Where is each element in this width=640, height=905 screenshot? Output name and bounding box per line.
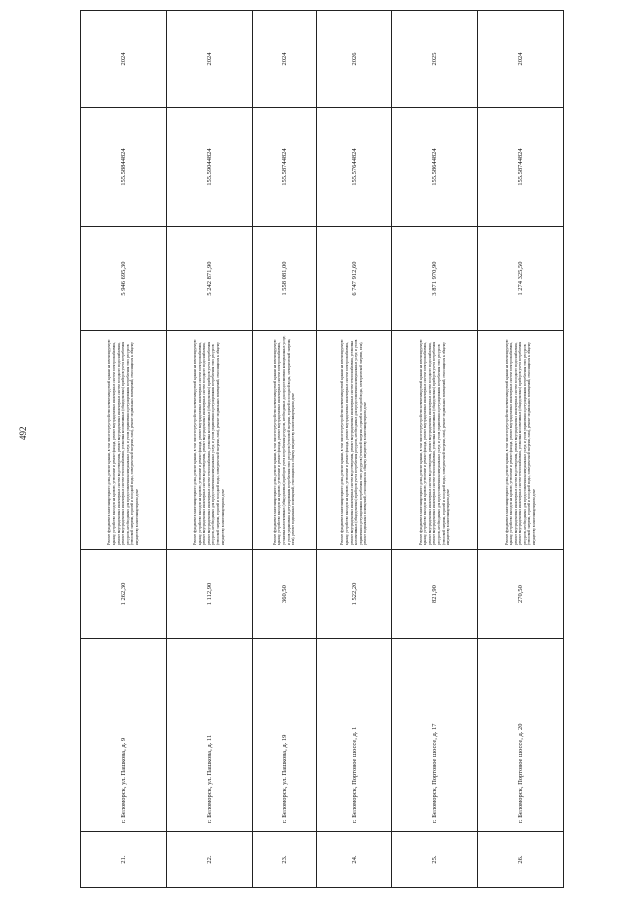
address-cell: г. Беломорск, Портовое шоссе, д. 20 xyxy=(478,639,564,832)
year-cell: 2024 xyxy=(478,11,564,108)
table-stage xyxy=(80,52,564,888)
address-cell: г. Беломорск, ул. Пашкова, д. 9 xyxy=(81,639,167,832)
rate-cell: 155.58744824 xyxy=(252,108,317,227)
row-number: 22. xyxy=(166,832,252,888)
works-cell: Ремонт фундамента многоквартирного дома, ремонт крыши, в том числе переустройство невентилируемой крыши на вентилируемую крышу, устройство выходов на кровлю, утепление и ремонт фасада, ремонт внутридомовых инженерных систем электроснабжения, ремонт внутридомовых инженерных систем водоотведения, ремонт внутридомовых инженерных систем холодного водоснабжения, ремонт внутридомовых инженерных систем теплоснабжения, установка коллективных (общедомовых) приборов учета потребления ресурсов, необходимых для предоставления коммунальных услуг, и узлов управления и регулирования потребления этих ресурсов (тепловой энергии, горячей и холодной воды, электрической энергии, газа), ремонт подвальных помещений, относящихся к общему имуществу в многоквартирном доме xyxy=(392,331,478,550)
area-cell: 1 262,30 xyxy=(81,550,167,639)
row-number: 23. xyxy=(252,832,317,888)
rate-cell: 155.57644824 xyxy=(317,108,392,227)
cost-cell: 5 946 695,30 xyxy=(81,227,167,331)
cost-cell: 1 558 081,00 xyxy=(252,227,317,331)
table-row xyxy=(317,11,392,888)
cost-cell: 6 747 912,60 xyxy=(317,227,392,331)
table-row xyxy=(252,11,317,888)
cost-cell: 5 242 871,90 xyxy=(166,227,252,331)
works-cell: Ремонт фундамента многоквартирного дома, ремонт крыши, в том числе переустройство невентилируемой крыши на вентилируемую крышу, устройство выходов на кровлю, утепление и ремонт фасада, ремонт внутридомовых инженерных систем электроснабжения, ремонт внутридомовых инженерных систем водоотведения, ремонт внутридомовых инженерных систем холодного водоснабжения, ремонт внутридомовых инженерных систем теплоснабжения, установка коллективных (общедомовых) приборов учета потребления ресурсов, необходимых для предоставления коммунальных услуг, и узлов управления и регулирования потребления этих ресурсов (тепловой энергии, горячей и холодной воды, электрической энергии, газа), ремонт подвальных помещений, относящихся к общему имуществу в многоквартирном доме xyxy=(478,331,564,550)
row-number: 21. xyxy=(81,832,167,888)
works-cell: Ремонт фундамента многоквартирного дома, ремонт крыши, в том числе переустройство невентилируемой крыши на вентилируемую крышу, устройство выходов на кровлю, утепление и ремонт фасада, ремонт внутридомовых инженерных систем электроснабжения, ремонт внутридомовых инженерных систем водоотведения, ремонт внутридомовых инженерных систем холодного водоснабжения, ремонт внутридомовых инженерных систем теплоснабжения, установка коллективных (общедомовых) приборов учета потребления ресурсов, необходимых для предоставления коммунальных услуг, и узлов управления и регулирования потребления этих ресурсов (тепловой энергии, горячей и холодной воды, электрической энергии, газа), ремонт подвальных помещений, относящихся к общему имуществу в многоквартирном доме xyxy=(166,331,252,550)
table-row xyxy=(81,11,167,888)
area-cell: 360,50 xyxy=(252,550,317,639)
area-cell: 270,50 xyxy=(478,550,564,639)
cost-cell: 3 871 970,90 xyxy=(392,227,478,331)
year-cell: 2025 xyxy=(392,11,478,108)
address-cell: г. Беломорск, ул. Пашкова, д. 19 xyxy=(252,639,317,832)
year-cell: 2024 xyxy=(81,11,167,108)
area-cell: 821,90 xyxy=(392,550,478,639)
works-cell: Ремонт фундамента многоквартирного дома, ремонт крыши, в том числе переустройство невентилируемой крыши на вентилируемую крышу, устройство выходов на кровлю, утепление и ремонт фасада, ремонт внутридомовых инженерных систем электроснабжения, ремонт внутридомовых инженерных систем водоотведения, ремонт внутридомовых инженерных систем теплоснабжения, установка коллективных (общедомовых) приборов учета потребления ресурсов, необходимых для предоставления коммунальных услуг, и узлов управления и регулирования потребления этих ресурсов (тепловой энергии, горячей и холодной воды, электрической энергии, газа), ремонт подвальных помещений, относящихся к общему имуществу в многоквартирном доме xyxy=(317,331,392,550)
table-row xyxy=(478,11,564,888)
area-cell: 1 112,90 xyxy=(166,550,252,639)
works-cell: Ремонт фундамента многоквартирного дома, ремонт крыши, в том числе переустройство невентилируемой крыши на вентилируемую крышу, устройство выходов на кровлю, утепление и ремонт фасада, ремонт внутридомовых инженерных систем электроснабжения, установка коллективных (общедомовых) приборов учета потребления ресурсов, необходимых для предоставления коммунальных услуг, и узлов управления и регулирования потребления этих ресурсов (тепловой энергии, горячей и холодной воды, электрической энергии, газа), ремонт подвальных помещений, относящихся к общему имуществу в многоквартирном доме xyxy=(252,331,317,550)
repair-program-table xyxy=(80,10,564,888)
year-cell: 2024 xyxy=(252,11,317,108)
rate-cell: 155.58644824 xyxy=(392,108,478,227)
table-row xyxy=(166,11,252,888)
year-cell: 2024 xyxy=(166,11,252,108)
rate-cell: 155.58844824 xyxy=(81,108,167,227)
row-number: 26. xyxy=(478,832,564,888)
row-number: 24. xyxy=(317,832,392,888)
year-cell: 2026 xyxy=(317,11,392,108)
rate-cell: 155.58744824 xyxy=(478,108,564,227)
address-cell: г. Беломорск, ул. Пашкова, д. 11 xyxy=(166,639,252,832)
area-cell: 1 522,20 xyxy=(317,550,392,639)
cost-cell: 1 274 325,50 xyxy=(478,227,564,331)
table-row xyxy=(392,11,478,888)
address-cell: г. Беломорск, Портовое шоссе, д. 17 xyxy=(392,639,478,832)
row-number: 25. xyxy=(392,832,478,888)
works-cell: Ремонт фундамента многоквартирного дома, ремонт крыши, в том числе переустройство невентилируемой крыши на вентилируемую крышу, устройство выходов на кровлю, утепление и ремонт фасада, ремонт внутридомовых инженерных систем электроснабжения, ремонт внутридомовых инженерных систем водоотведения, ремонт внутридомовых инженерных систем холодного водоснабжения, ремонт внутридомовых инженерных систем теплоснабжения, установка коллективных (общедомовых) приборов учета потребления ресурсов, необходимых для предоставления коммунальных услуг, и узлов управления и регулирования потребления этих ресурсов (тепловой энергии, горячей и холодной воды, электрической энергии, газа), ремонт подвальных помещений, относящихся к общему имуществу в многоквартирном доме xyxy=(81,331,167,550)
address-cell: г. Беломорск, Портовое шоссе, д. 1 xyxy=(317,639,392,832)
rate-cell: 155.59044824 xyxy=(166,108,252,227)
page-number: 492 xyxy=(18,426,28,440)
rotated-table-wrapper xyxy=(80,52,564,888)
